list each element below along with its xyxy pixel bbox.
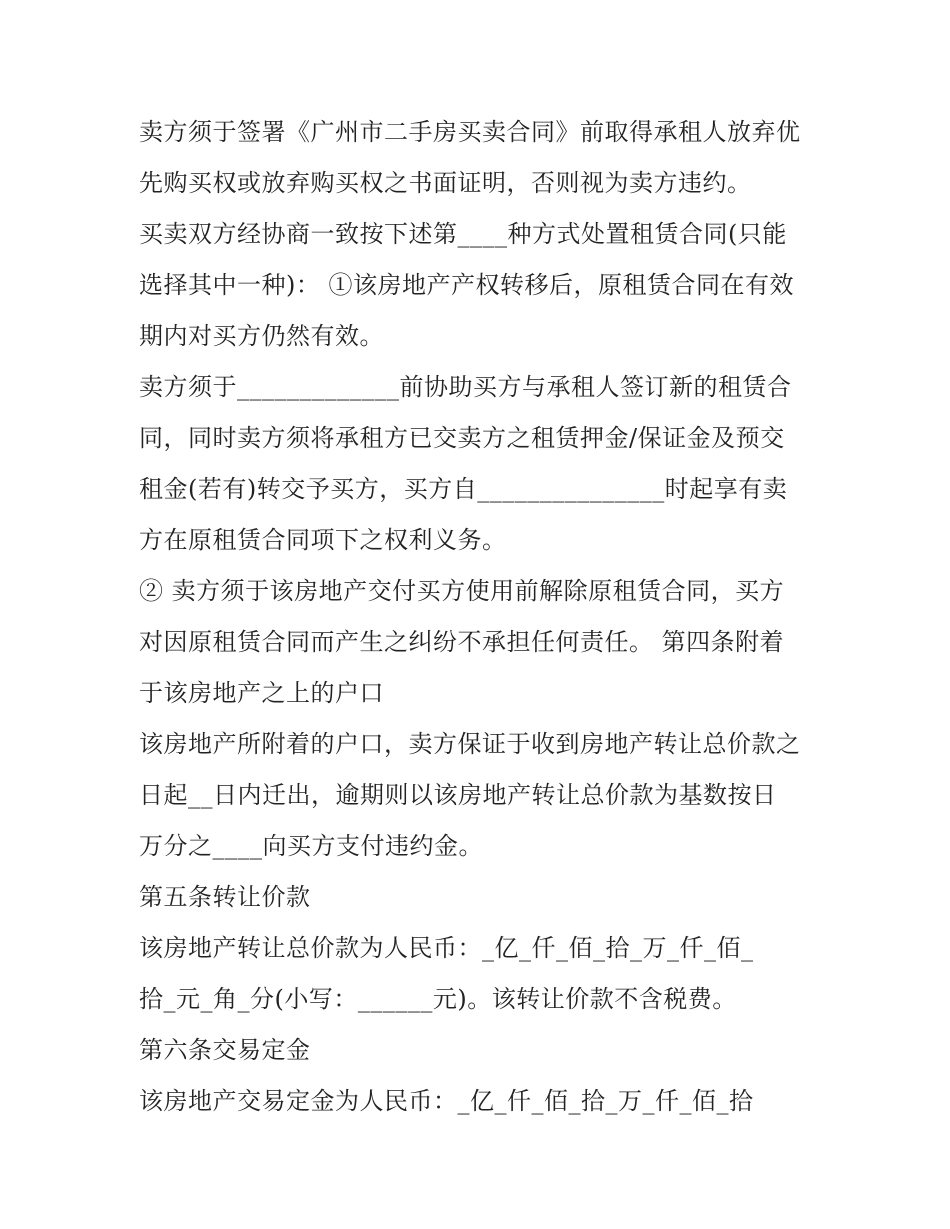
section-heading: 第五条转让价款 <box>139 883 311 911</box>
contract-text <box>139 107 819 1127</box>
text-line: 期内对买方仍然有效。 <box>139 322 384 350</box>
text-line: ② 卖方须于该房地产交付买方使用前解除原租赁合同，买方 <box>139 577 785 605</box>
section-heading: 第六条交易定金 <box>139 1036 311 1064</box>
text-line: 方在原租赁合同项下之权利义务。 <box>139 526 507 554</box>
text-line: 对因原租赁合同而产生之纠纷不承担任何责任。 第四条附着 <box>139 628 785 656</box>
text-line: 万分之____向买方支付违约金。 <box>139 832 483 860</box>
text-line: 租金(若有)转交予买方，买方自_______________时起享有卖 <box>139 475 788 503</box>
text-line: 于该房地产之上的户口 <box>139 679 384 707</box>
text-line: 买卖双方经协商一致按下述第____种方式处置租赁合同(只能 <box>139 220 787 248</box>
text-line: 卖方须于_____________前协助买方与承租人签订新的租赁合 <box>139 373 792 401</box>
text-line: 卖方须于签署《广州市二手房买卖合同》前取得承租人放弃优 <box>139 118 801 146</box>
text-line: 同，同时卖方须将承租方已交卖方之租赁押金/保证金及预交 <box>139 424 785 452</box>
text-line: 先购买权或放弃购买权之书面证明，否则视为卖方违约。 <box>139 169 752 197</box>
text-line: 拾_元_角_分(小写：______元)。该转让价款不含税费。 <box>139 985 737 1013</box>
text-line: 该房地产转让总价款为人民币：_亿_仟_佰_拾_万_仟_佰_ <box>139 934 754 962</box>
text-line: 日起__日内迁出，逾期则以该房地产转让总价款为基数按日 <box>139 781 777 809</box>
text-line: 选择其中一种)： ①该房地产产权转移后，原租赁合同在有效 <box>139 271 794 299</box>
text-line: 该房地产所附着的户口，卖方保证于收到房地产转让总价款之 <box>139 730 801 758</box>
text-line: 该房地产交易定金为人民币：_亿_仟_佰_拾_万_仟_佰_拾 <box>139 1087 754 1115</box>
